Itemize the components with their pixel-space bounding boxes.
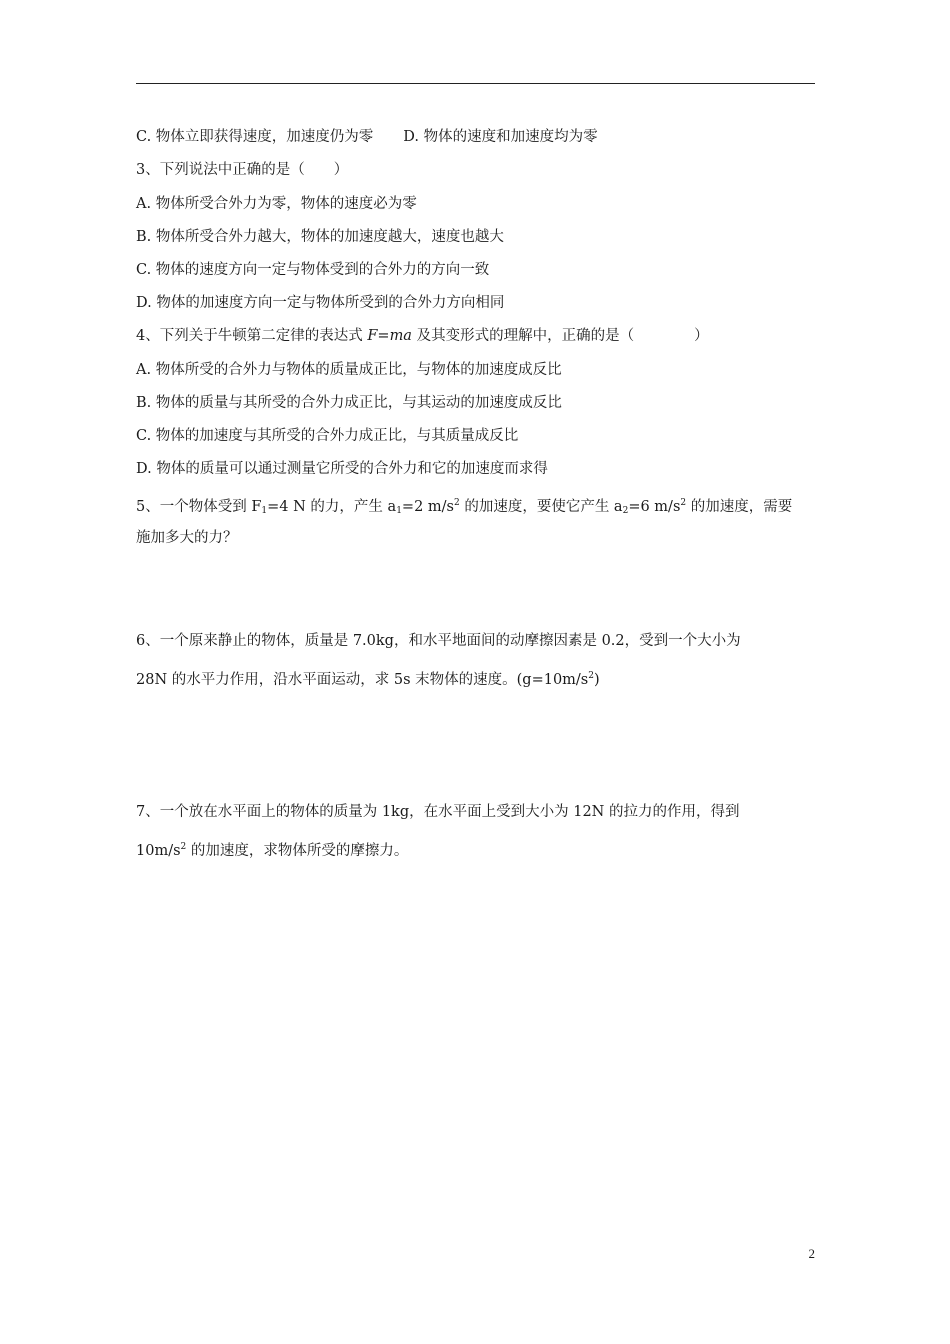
q4-option-b: B. 物体的质量与其所受的合外力成正比，与其运动的加速度成反比	[136, 395, 562, 411]
header-rule	[136, 83, 815, 84]
q5-text-6: 的加速度，需要	[686, 499, 793, 515]
q7-line-2-text: 的加速度，求物体所受的摩擦力。	[186, 843, 409, 859]
q4-stem	[136, 325, 709, 347]
q3-option-c: C. 物体的速度方向一定与物体受到的合外力的方向一致	[136, 262, 490, 278]
q2-option-c: C. 物体立即获得速度，加速度仍为零	[136, 129, 374, 145]
q3-option-d: D. 物体的加速度方向一定与物体所受到的合外力方向相同	[136, 295, 505, 311]
q5-text-5: =6 m/s	[628, 499, 681, 515]
q5-text-4: 的加速度，要使它产生 a	[459, 499, 623, 515]
q7-line-2	[136, 836, 408, 862]
q5-sub-3: 2	[622, 506, 629, 516]
q5-text-2: =4 N 的力，产生 a	[267, 499, 397, 515]
q5-sup-2: 2	[680, 498, 687, 508]
q2-options-cd	[136, 126, 598, 148]
q7-line-2-sup: 2	[180, 842, 187, 852]
q4-stem-close: ）	[694, 328, 709, 344]
q4-option-a: A. 物体所受的合外力与物体的质量成正比，与物体的加速度成反比	[136, 362, 562, 378]
q6-line-1: 6、一个原来静止的物体，质量是 7.0kg，和水平地面间的动摩擦因素是 0.2，受到一个大小为	[136, 633, 741, 649]
q4-formula-f: F	[367, 328, 378, 344]
q6-line-2	[136, 665, 600, 691]
q4-formula-eq: =	[377, 328, 390, 344]
q5-text-1: 5、一个物体受到 F	[136, 499, 262, 515]
q7-line-1: 7、一个放在水平面上的物体的质量为 1kg，在水平面上受到大小为 12N 的拉力的作用，得到	[136, 804, 740, 820]
q4-option-d: D. 物体的质量可以通过测量它所受的合外力和它的加速度而求得	[136, 461, 548, 477]
q6-line-2-end: )	[593, 672, 600, 688]
q5-sub-1: 1	[261, 506, 268, 516]
q4-stem-start: 4、下列关于牛顿第二定律的表达式	[136, 328, 368, 344]
q7-line-2-value: 10m/s	[136, 843, 181, 859]
q5-sub-2: 1	[396, 506, 402, 516]
page-number: 2	[808, 1246, 815, 1261]
q6-line-2-text: 28N 的水平力作用，沿水平面运动，求 5s 末物体的速度。(g=10m/s	[136, 672, 589, 688]
q2-option-d: D. 物体的速度和加速度均为零	[403, 129, 598, 145]
q5-text-3: =2 m/s	[401, 499, 454, 515]
q5-line-2: 施加多大的力？	[136, 530, 238, 546]
q3-stem: 3、下列说法中正确的是（ ）	[136, 162, 349, 178]
q3-option-b: B. 物体所受合外力越大，物体的加速度越大，速度也越大	[136, 229, 504, 245]
q4-option-c: C. 物体的加速度与其所受的合外力成正比，与其质量成反比	[136, 428, 519, 444]
q5-sup-1: 2	[453, 498, 460, 508]
q6-line-2-sup: 2	[588, 671, 594, 681]
q5-line-1	[136, 492, 792, 522]
q3-option-a: A. 物体所受合外力为零，物体的速度必为零	[136, 196, 417, 212]
q4-stem-end: 及其变形式的理解中，正确的是（	[411, 328, 635, 344]
q4-formula-ma: ma	[389, 328, 412, 344]
